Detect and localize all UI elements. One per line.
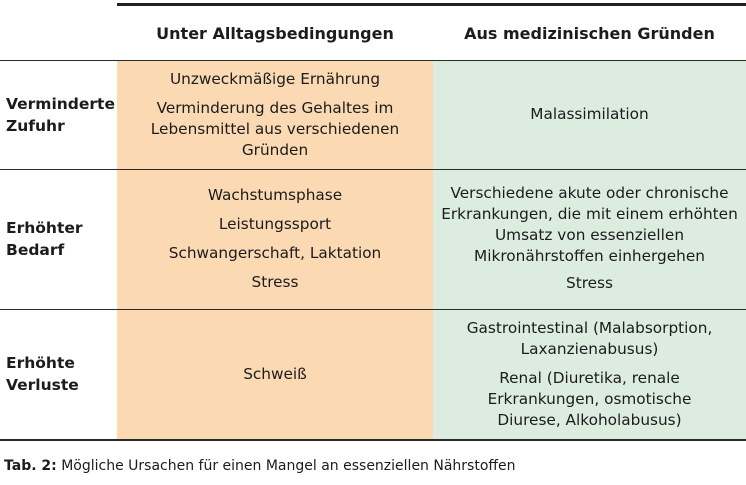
row-label-reduced-intake <box>6 60 114 169</box>
row-label-text: Verminderte Zufuhr <box>6 94 115 135</box>
cell-increased-demand-medical <box>433 169 746 309</box>
cell-item: Unzweckmäßige Ernährung <box>169 69 381 88</box>
cell-item: Schweiß <box>243 364 307 383</box>
cell-item: Stress <box>565 273 613 292</box>
header-medical: Aus medizinischen Gründen <box>464 23 715 43</box>
row-label-increased-losses <box>6 309 114 439</box>
row-label-text: Erhöhter Bedarf <box>6 219 83 259</box>
caption-label: Tab. 2: <box>4 458 57 474</box>
header-everyday: Unter Alltagsbedingungen <box>156 23 394 43</box>
cell-item: Malassimilation <box>530 105 649 123</box>
cell-item: Leistungssport <box>218 215 332 233</box>
cell-item: Gastrointestinal (Malabsorption, Laxanzienabusus) <box>466 318 713 358</box>
cell-item: Wachstumsphase <box>207 186 343 204</box>
cell-item: Verminderung des Gehaltes im Lebensmittel aus verschiedenen Gründen <box>150 98 400 159</box>
caption-text: Mögliche Ursachen für einen Mangel an essenziellen Nährstoffen <box>56 458 516 474</box>
cell-increased-demand-everyday <box>117 169 433 309</box>
row-label-text: Erhöhte Verluste <box>6 354 79 394</box>
row-label-increased-demand <box>6 169 114 309</box>
cell-increased-losses-everyday <box>117 309 433 439</box>
cell-increased-losses-medical <box>433 309 746 439</box>
cell-reduced-intake-medical <box>433 60 746 169</box>
table-caption <box>4 456 516 476</box>
bottom-rule <box>0 439 746 441</box>
cell-item: Verschiedene akute oder chronische Erkrankungen, die mit einem erhöhten Umsatz von essenziellen Mikronährstoffen einhergehen <box>441 183 738 265</box>
cell-item: Schwangerschaft, Laktation <box>168 244 382 262</box>
cell-reduced-intake-everyday <box>117 60 433 169</box>
cell-item: Renal (Diuretika, renale Erkrankungen, osmotische Diurese, Alkoholabusus) <box>487 368 692 429</box>
cell-item: Stress <box>251 273 299 291</box>
